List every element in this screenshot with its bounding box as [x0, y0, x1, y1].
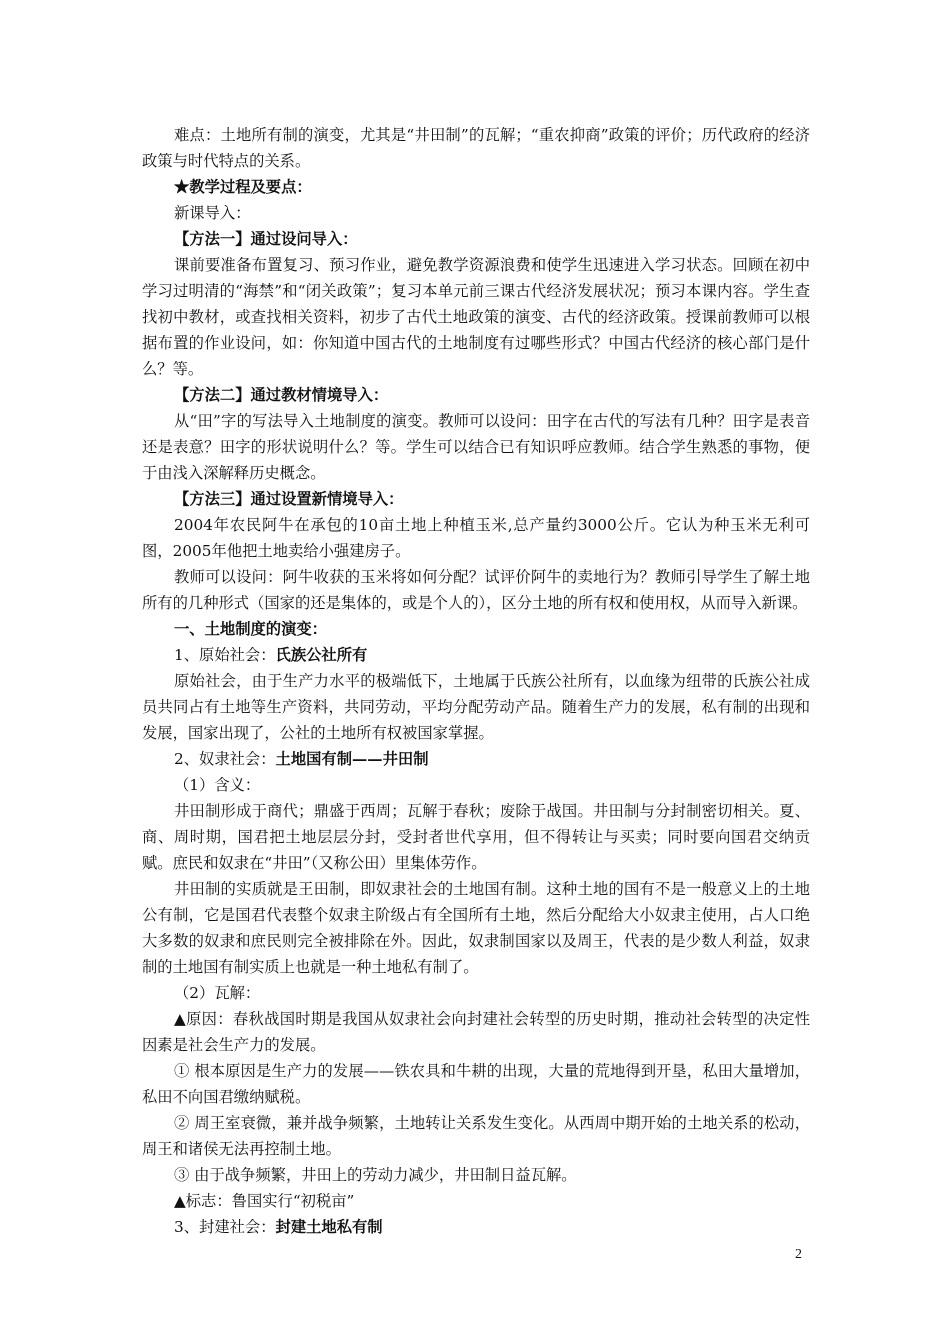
sign-paragraph: ▲标志：鲁国实行“初税亩” [174, 1192, 355, 1210]
method-one-paragraph: 课前要准备布置复习、预习作业，避免教学资源浪费和使学生迅速进入学习状态。回顾在初中学习过明清的“海禁”和“闭关政策”；复习本单元前三课古代经济发展状况；预习本课内容。学生查找初中教材，或查找相关资料，初步了古代土地政策的演变、古代的经济政策。授课前教师可以根据布置的作业设问，如：你知道中国古代的土地制度有过哪些形式？中国古代经济的核心部门是什么？等。 [142, 256, 810, 378]
meaning-label: （1）含义： [174, 776, 261, 794]
section-heading-process: ★教学过程及要点： [174, 178, 312, 196]
line-label: 1、原始社会： [174, 646, 276, 664]
difficulty-paragraph: 难点：土地所有制的演变，尤其是“井田制”的瓦解；“重农抑商”政策的评价；历代政府的经济政策与时代特点的关系。 [142, 126, 810, 170]
slave-society-line [142, 746, 810, 772]
method-two-heading: 【方法二】通过教材情境导入： [174, 386, 389, 404]
cause-item-2: ② 周王室衰微，兼并战争频繁，土地转让关系发生变化。从西周中期开始的土地关系的松动，周王和诸侯无法再控制土地。 [142, 1114, 810, 1158]
feudal-society-line [142, 1214, 810, 1240]
line-bold: 氏族公社所有 [275, 646, 368, 664]
line-label: 3、封建社会： [174, 1218, 276, 1236]
well-field-paragraph-2: 井田制的实质就是王田制，即奴隶社会的土地国有制。这种土地的国有不是一般意义上的土地公有制，它是国君代表整个奴隶主阶级占有全国所有土地，然后分配给大小奴隶主使用，占人口绝大多数的奴隶和庶民则完全被排除在外。因此，奴隶制国家以及周王，代表的是少数人利益，奴隶制的土地国有制实质上也就是一种土地私有制了。 [142, 880, 810, 976]
cause-item-1: ① 根本原因是生产力的发展——铁农具和牛耕的出现，大量的荒地得到开垦，私田大量增加，私田不向国君缴纳赋税。 [142, 1062, 810, 1106]
collapse-label: （2）瓦解： [174, 984, 261, 1002]
intro-label: 新课导入： [174, 204, 251, 222]
line-bold: 土地国有制——井田制 [275, 750, 429, 768]
well-field-paragraph-1: 井田制形成于商代；鼎盛于西周；瓦解于春秋；废除于战国。井田制与分封制密切相关。夏、商、周时期，国君把土地层层分封，受封者世代享用，但不得转让与买卖；同时要向国君交纳贡赋。庶民和奴隶在“井田”（又称公田）里集体劳作。 [142, 802, 810, 872]
line-bold: 封建土地私有制 [275, 1218, 383, 1236]
section-heading-land-system: 一、土地制度的演变： [174, 620, 327, 638]
document-body [142, 122, 810, 1240]
page-number: 2 [795, 1247, 802, 1262]
method-two-paragraph: 从“田”字的写法导入土地制度的演变。教师可以设问：田字在古代的写法有几种？田字是表音还是表意？田字的形状说明什么？等。学生可以结合已有知识呼应教师。结合学生熟悉的事物，便于由浅入深解释历史概念。 [142, 412, 810, 482]
cause-item-3: ③ 由于战争频繁，井田上的劳动力减少，井田制日益瓦解。 [174, 1166, 577, 1184]
method-three-paragraph-2: 教师可以设问：阿牛收获的玉米将如何分配？试评价阿牛的卖地行为？教师引导学生了解土地所有的几种形式（国家的还是集体的，或是个人的），区分土地的所有权和使用权，从而导入新课。 [142, 568, 810, 612]
primitive-society-line [142, 642, 810, 668]
method-three-paragraph-1: 2004年农民阿牛在承包的10亩土地上种植玉米,总产量约3000公斤。它认为种玉米无利可图，2005年他把土地卖给小强建房子。 [142, 516, 810, 560]
cause-paragraph: ▲原因：春秋战国时期是我国从奴隶社会向封建社会转型的历史时期，推动社会转型的决定性因素是社会生产力的发展。 [142, 1010, 810, 1054]
method-three-heading: 【方法三】通过设置新情境导入： [174, 490, 404, 508]
line-label: 2、奴隶社会： [174, 750, 276, 768]
primitive-society-paragraph: 原始社会，由于生产力水平的极端低下，土地属于氏族公社所有，以血缘为纽带的氏族公社成员共同占有土地等生产资料，共同劳动，平均分配劳动产品。随着生产力的发展，私有制的出现和发展，国家出现了，公社的土地所有权被国家掌握。 [142, 672, 810, 742]
method-one-heading: 【方法一】通过设问导入： [174, 230, 358, 248]
